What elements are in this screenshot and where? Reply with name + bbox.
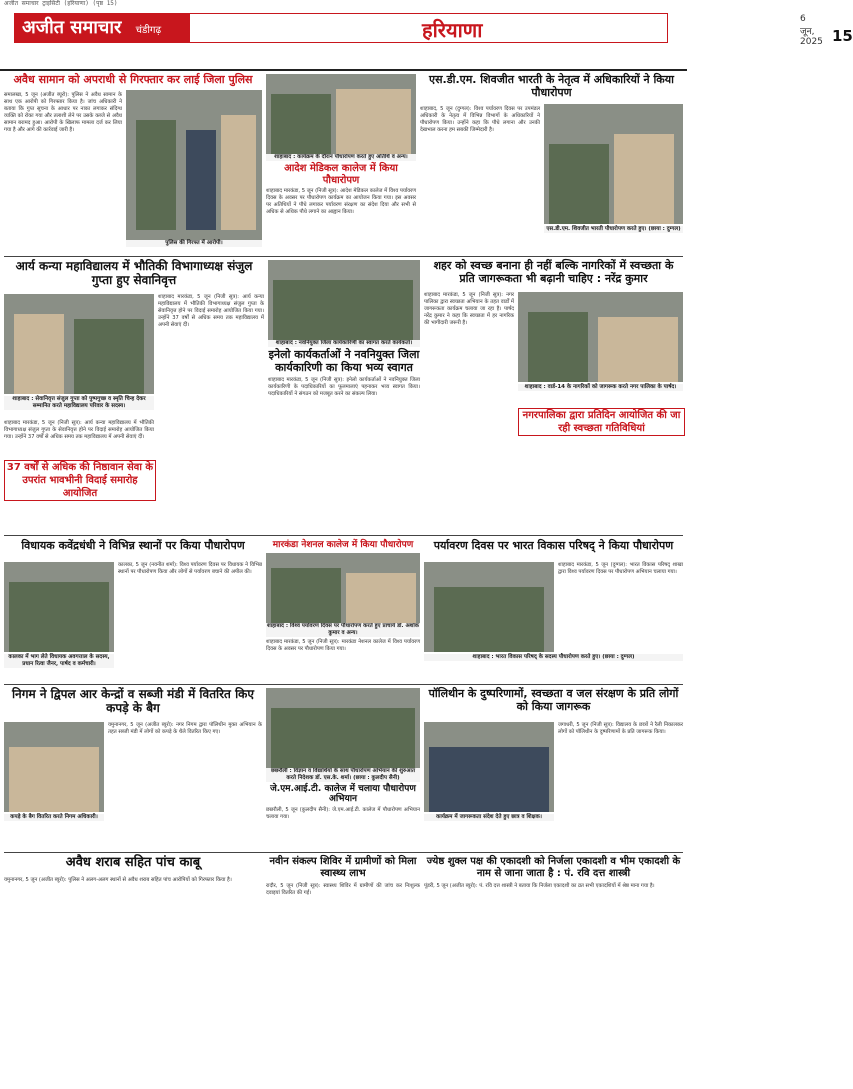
brand-city: चंडीगढ़ — [135, 25, 162, 36]
article-photo — [4, 294, 154, 394]
article-photo — [4, 722, 104, 812]
article-body: शाहाबाद मारकंडा, 5 जून (निजी सूत्र): आदेश मेडिकल कालेज में विश्व पर्यावरण दिवस के अवसर पर पौधारोपण कार्यक्रम का आयोजन किया गया। इस अवसर पर अतिथियों ने पौधे लगाकर पर्यावरण संरक्षण का संदेश दिया और सभी से अधिक से अधिक पौधे लगाने का आह्वान किया। — [266, 188, 416, 215]
photo-caption: शाहाबाद : सेवानिवृत्त संजुल गुप्ता को पुष्पगुच्छ व स्मृति चिन्ह देकर सम्मानित करते महाविद्यालय परिवार के सदस्य। — [4, 396, 154, 410]
photo-caption: शाहाबाद : कार्यक्रम के दौरान पौधारोपण करते हुए अतिथि व अन्य। — [266, 154, 416, 161]
headline: जे.एम.आई.टी. कालेज में चलाया पौधारोपण अभियान — [270, 784, 416, 805]
article-body: शाहाबाद मारकंडा, 5 जून (दुग्गल): भारत विकास परिषद् शाखा द्वारा विश्व पर्यावरण दिवस पर पौधारोपण अभियान चलाया गया। — [558, 562, 683, 575]
article-adesh-college — [266, 74, 416, 254]
article-body: यमुनानगर, 5 जून (अजीत ब्यूरो): पुलिस ने अलग-अलग स्थानों से अवैध शराब सहित पांच आरोपियों को गिरफ्तार किया है। — [4, 876, 232, 883]
headline: इनेलो कार्यकर्ताओं ने नवनियुक्त जिला कार्यकारिणी का किया भव्य स्वागत — [268, 348, 420, 374]
article-mla-plantation — [4, 540, 262, 680]
photo-caption: कपड़े के बैग वितरित करते निगम अधिकारी। — [4, 814, 104, 821]
article-body: यमुनानगर, 5 जून (अजीत ब्यूरो): नगर निगम द्वारा पॉलिथीन मुक्त अभियान के तहत सब्जी मंडी में लोगों को कपड़े के थैले वितरित किए गए। — [108, 722, 262, 735]
article-body: शाहाबाद मारकंडा, 5 जून (निजी सूत्र): इनेलो कार्यकर्ताओं ने नवनियुक्त जिला कार्यकारिणी के पदाधिकारियों का फूलमालाएं पहनाकर भव्य स्वागत किया। पदाधिकारियों ने संगठन को मजबूत करने का संकल्प लिया। — [268, 377, 420, 398]
article-health-camp — [266, 856, 420, 1084]
edition-date: 6 जून, 2025 — [800, 14, 823, 47]
article-markanda-college — [266, 540, 420, 680]
headline: नवीन संकल्प शिविर में ग्रामीणों को मिला स्वास्थ्य लाभ — [269, 856, 417, 879]
masthead — [0, 9, 853, 69]
divider — [4, 256, 683, 257]
article-inld-welcome — [268, 260, 420, 530]
article-nirjala-ekadashi — [424, 856, 683, 1084]
article-body: छछरौली, 5 जून (कुलदीप सैनी): जे.एम.आई.टी. कालेज में पौधारोपण अभियान चलाया गया। — [266, 806, 420, 820]
section-bar — [190, 13, 853, 47]
article-bharat-vikas — [424, 540, 683, 680]
photo-caption: एस.डी.एम. शिवजीत भारती पौधारोपण करते हुए। (छाया : दुग्गल) — [544, 226, 683, 233]
article-photo — [424, 562, 554, 652]
photo-caption: शाहाबाद : नवनियुक्त जिला कार्यकारिणी का स्वागत करते कार्यकर्ता। — [268, 340, 420, 347]
article-body: पूंडरी, 5 जून (अजीत ब्यूरो): पं. रवि दत्त शास्त्री ने बताया कि निर्जला एकादशी का व्रत सभी एकादशियों में श्रेष्ठ माना गया है। — [424, 883, 655, 889]
article-body: जगाधरी, 5 जून (निजी सूत्र): विद्यालय के छात्रों ने रैली निकालकर लोगों को पॉलिथीन के दुष्परिणामों के प्रति जागरूक किया। — [558, 722, 683, 735]
article-polythene-awareness — [424, 688, 683, 848]
headline: विधायक कवेंद्रधंधी ने विभिन्न स्थानों पर किया पौधारोपण — [21, 539, 245, 552]
article-photo — [518, 292, 683, 382]
article-photo — [4, 562, 114, 652]
article-body: समालखा, 5 जून (अजीत ब्यूरो): पुलिस ने अवैध सामान के साथ एक आरोपी को गिरफ्तार किया है। जांच अधिकारी ने बताया कि गुप्त सूचना के आधार पर नाका लगाकर संदिग्ध व्यक्ति को रोका गया और तलाशी लेने पर उसके कब्जे से अवैध सामान बरामद हुआ। आरोपी के खिलाफ मामला दर्ज कर लिया गया है और आगे की कार्रवाई जारी है। — [4, 92, 122, 133]
brand-logo — [14, 13, 190, 43]
article-photo — [266, 74, 416, 154]
divider — [4, 535, 683, 536]
pull-quote: 37 वर्षों से अधिक की निष्ठावान सेवा के उपरांत भावभीनी विदाई समारोह आयोजित — [4, 460, 156, 501]
article-body: कालका, 5 जून (नवनीत शर्मा): विश्व पर्यावरण दिवस पर विधायक ने विभिन्न स्थानों पर पौधारोपण किया और लोगों से पर्यावरण बचाने की अपील की। — [118, 562, 262, 575]
headline: शहर को स्वच्छ बनाना ही नहीं बल्कि नागरिकों में स्वच्छता के प्रति जागरूकता भी बढ़ानी चाहिए : नरेंद्र कुमार — [433, 259, 674, 285]
headline: अवैध शराब सहित पांच काबू — [65, 855, 201, 870]
article-liquor-arrest — [4, 856, 262, 1084]
article-jmit-college — [266, 688, 420, 848]
article-swachhata — [424, 260, 683, 530]
article-body: रादौर, 5 जून (निजी सूत्र): स्वास्थ्य शिविर में ग्रामीणों की जांच कर निःशुल्क दवाइयां वितरित की गईं। — [266, 883, 420, 896]
article-sdm-plantation — [420, 74, 683, 254]
photo-caption: कालका में भाग लेते विधायक अवगत्ताल के सदस्य, प्रधान रित्वा जैनर, पार्षद व कर्मचारी। — [4, 654, 114, 668]
headline: आर्य कन्या महाविद्यालय में भौतिकी विभागाध्यक्ष संजुल गुप्ता हुए सेवानिवृत्त — [15, 259, 253, 287]
article-photo — [266, 553, 420, 623]
page-number: 15 — [832, 27, 853, 45]
article-photo — [424, 722, 554, 812]
article-police-arrest — [4, 74, 262, 254]
photo-caption: छछरौली : विज्ञान व विद्यार्थियों के साथ पौधारोपण अभियान की शुरुआत करते निदेशक डॉ. एस.के. शर्मा। (छाया : कुलदीप सैनी) — [266, 768, 420, 782]
article-photo — [266, 688, 420, 768]
headline: ज्येष्ठ शुक्ल पक्ष की एकादशी को निर्जला एकादशी व भीम एकादशी के नाम से जाना जाता है : पं. रवि दत्त शास्त्री — [426, 856, 681, 879]
headline: पर्यावरण दिवस पर भारत विकास परिषद् ने किया पौधारोपण — [433, 539, 674, 552]
divider — [4, 684, 683, 685]
pull-quote: नगरपालिका द्वारा प्रतिदिन आयोजित की जा रही स्वच्छता गतिविधियां — [518, 408, 685, 436]
article-body: शाहाबाद मारकंडा, 5 जून (निजी सूत्र): मारकंडा नेशनल कालेज में विश्व पर्यावरण दिवस के अवसर पर पौधारोपण किया गया। — [266, 639, 420, 653]
photo-caption: शाहाबाद : वार्ड-14 के नागरिकों को जागरूक करते नगर पालिका के पार्षद। — [518, 384, 683, 391]
article-cloth-bags — [4, 688, 262, 848]
article-photo — [268, 260, 420, 340]
headline: पॉलिथीन के दुष्परिणामों, स्वच्छता व जल संरक्षण के प्रति लोगों को किया जागरूक — [428, 687, 679, 713]
headline: एस.डी.एम. शिवजीत भारती के नेतृत्व में अधिकारियों ने किया पौधारोपण — [429, 73, 674, 99]
article-body: शाहाबाद, 5 जून (दुग्गल): विश्व पर्यावरण दिवस पर उपमंडल अधिकारी के नेतृत्व में विभिन्न विभागों के अधिकारियों ने पौधारोपण किया। उन्होंने कहा कि पौधे लगाना और उनकी देखभाल करना हम सबकी जिम्मेदारी है। — [420, 106, 540, 133]
headline: मारकंडा नेशनल कालेज में किया पौधारोपण — [272, 540, 414, 550]
photo-caption: शाहाबाद : भारत विकास परिषद् के सदस्य पौधारोपण करते हुए। (छाया : दुग्गल) — [424, 654, 683, 661]
article-photo — [544, 104, 683, 224]
print-slug: अजीत समाचार ट्राइसिटी (हरियाणा) (पृष्ठ 15) — [4, 0, 118, 7]
headline: निगम ने द्विपल आर केन्द्रों व सब्जी मंडी में वितरित किए कपड़े के बैग — [11, 687, 255, 715]
article-body: शाहाबाद मारकंडा, 5 जून (निजी सूत्र): नगर पालिका द्वारा स्वच्छता अभियान के तहत वार्डों में जागरूकता कार्यक्रम चलाया जा रहा है। पार्षद नरेंद्र कुमार ने कहा कि स्वच्छता में हर नागरिक की भागीदारी जरूरी है। — [424, 292, 514, 326]
headline: आदेश मेडिकल कालेज में किया पौधारोपण — [284, 163, 398, 186]
article-body-continued: शाहाबाद मारकंडा, 5 जून (निजी सूत्र): आर्य कन्या महाविद्यालय में भौतिकी विभागाध्यक्ष संजुल गुप्ता के सेवानिवृत्त होने पर विदाई समारोह आयोजित किया गया। उन्होंने 37 वर्षों से अधिक समय तक महाविद्यालय में अपनी सेवाएं दीं। — [158, 294, 264, 328]
photo-caption: पुलिस की गिरफ्त में आरोपी। — [126, 240, 262, 247]
article-arya-kanya — [4, 260, 264, 530]
divider — [4, 852, 683, 853]
photo-caption: शाहाबाद : विश्व पर्यावरण दिवस पर पौधारोपण करते हुए प्राचार्य डॉ. अशोक कुमार व अन्य। — [266, 623, 420, 637]
article-photo — [126, 90, 262, 240]
masthead-rule — [0, 69, 687, 71]
brand-name: अजीत समाचार — [22, 17, 122, 38]
headline: अवैध सामान को अपराधी से गिरफ्तार कर लाई जिला पुलिस — [13, 73, 253, 86]
article-body: शाहाबाद मारकंडा, 5 जून (निजी सूत्र): आर्य कन्या महाविद्यालय में भौतिकी विभागाध्यक्ष संजुल गुप्ता के सेवानिवृत्त होने पर विदाई समारोह आयोजित किया गया। उन्होंने 37 वर्षों से अधिक समय तक महाविद्यालय में अपनी सेवाएं दीं। — [4, 420, 154, 440]
section-title: हरियाणा — [422, 18, 483, 42]
photo-caption: कार्यक्रम में जागरूकता संदेश देते हुए छात्र व शिक्षक। — [424, 814, 554, 821]
